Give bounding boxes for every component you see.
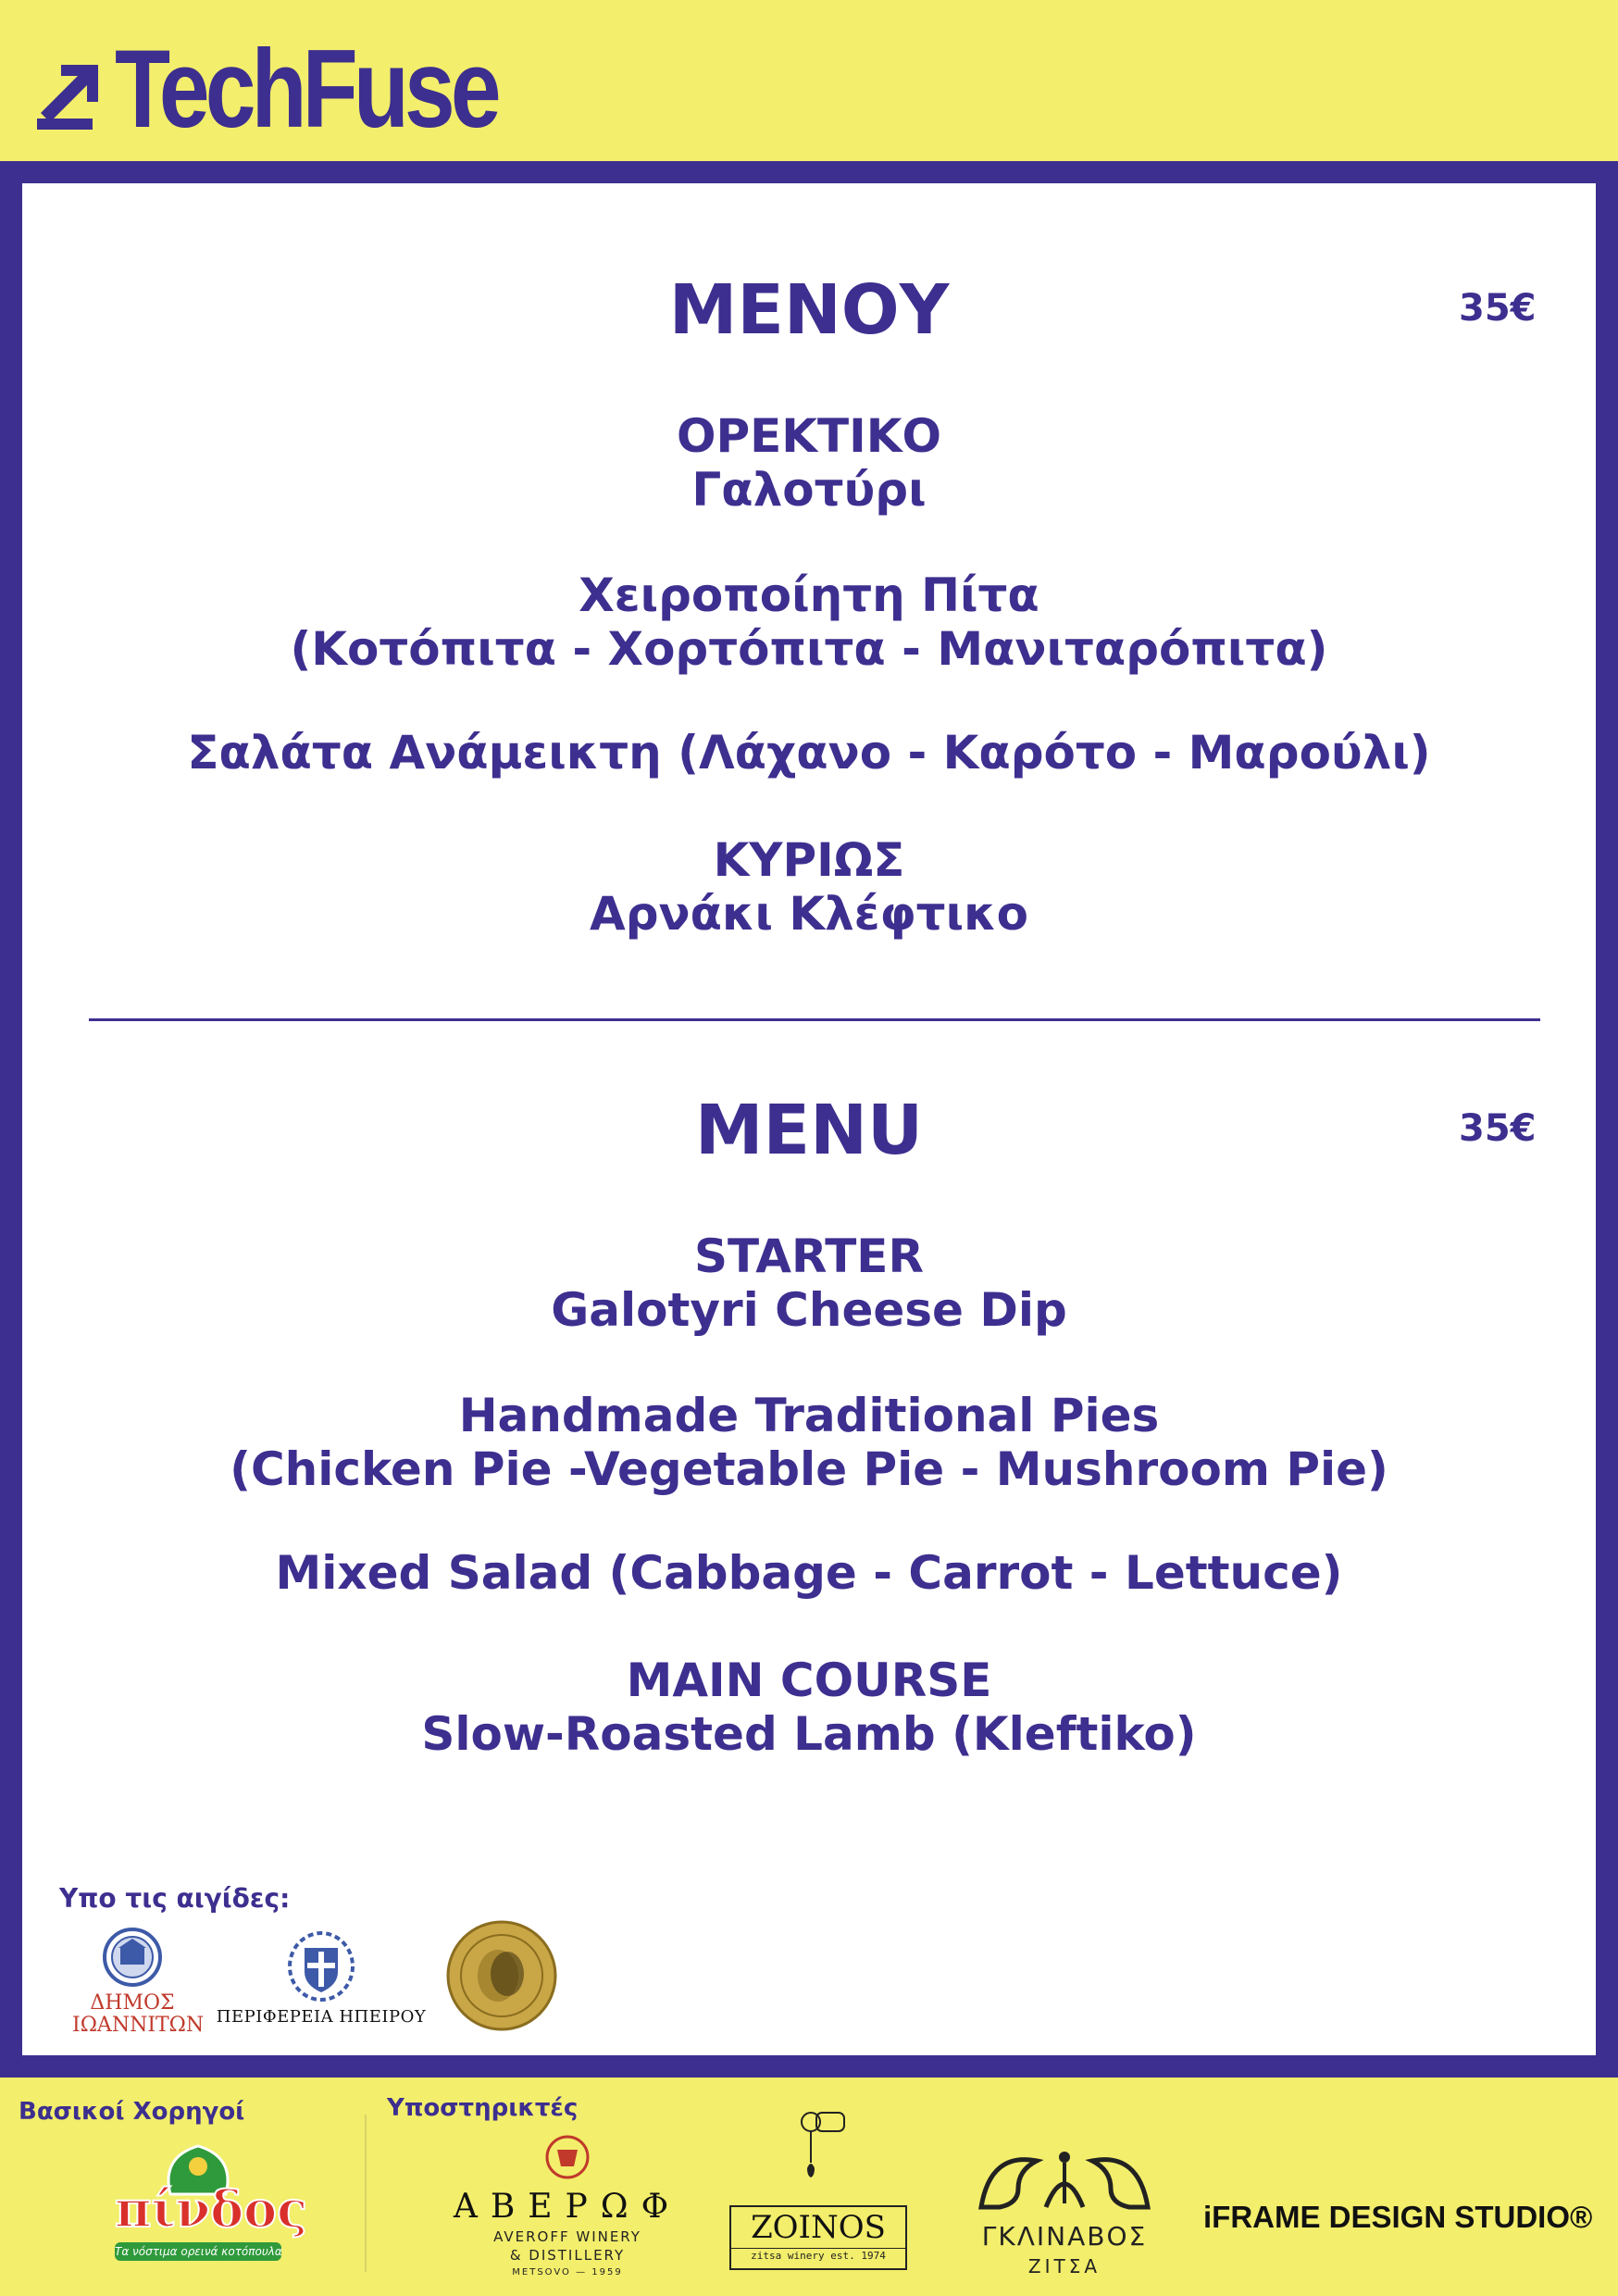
english-main-heading: MAIN COURSE	[626, 1653, 992, 1707]
brand-name: TechFuse	[115, 27, 497, 151]
averoff-sub-3: METSOVO — 1959	[512, 2267, 623, 2277]
university-medallion-logo	[444, 1918, 559, 2033]
zoinos-logo	[729, 2103, 915, 2279]
pindos-name: πίνδος	[115, 2179, 308, 2239]
dimos-ioanniton-logo	[72, 1924, 205, 2053]
arrow-icon	[33, 61, 107, 135]
menu-card	[22, 183, 1596, 2055]
perifereia-text: ΠΕΡΙΦΕΡΕΙΑ ΗΠΕΙΡΟΥ	[216, 2007, 427, 2027]
english-starter-dish: Galotyri Cheese Dip	[551, 1283, 1067, 1337]
averoff-sub-1: AVEROFF WINERY	[493, 2228, 641, 2245]
greek-salad: Σαλάτα Ανάμεικτη (Λάχανο - Καρότο - Μαρούλι)	[187, 726, 1431, 780]
perifereia-ipeirou-logo	[215, 1929, 428, 2031]
english-starter-heading: STARTER	[694, 1229, 924, 1283]
pindos-tagline: Τα νόστιμα ορεινά κοτόπουλα	[115, 2242, 281, 2261]
supporters-label: Υποστηρικτές	[387, 2094, 579, 2122]
dimos-line-2: ΙΩΑΝΝΙΤΩΝ	[72, 2014, 205, 2037]
averoff-logo	[452, 2131, 683, 2289]
techfuse-logo	[26, 17, 497, 156]
english-pie-varieties: (Chicken Pie -Vegetable Pie - Mushroom Pie)	[230, 1442, 1388, 1496]
greek-starter-dish: Γαλοτύρι	[691, 463, 927, 517]
zoinos-bottle-icon	[729, 2103, 915, 2205]
glinavos-logo	[963, 2142, 1166, 2281]
dimos-line-1: ΔΗΜΟΣ	[90, 1991, 175, 2015]
english-main-dish: Slow-Roasted Lamb (Kleftiko)	[421, 1707, 1197, 1761]
zoinos-sub: zitsa winery est. 1974	[731, 2248, 905, 2264]
main-sponsors-label: Βασικοί Χορηγοί	[19, 2098, 245, 2126]
glinavos-birds-icon	[963, 2142, 1166, 2216]
menu-divider	[89, 1018, 1540, 1021]
dimos-emblem-icon	[72, 1924, 193, 1989]
greek-menu-title: ΜΕΝΟΥ	[668, 270, 950, 350]
greek-pie-title: Χειροποίητη Πίτα	[579, 568, 1039, 622]
aegis-label: Υπο τις αιγίδες:	[59, 1883, 291, 1914]
english-menu-title: MENU	[694, 1091, 924, 1170]
glinavos-sub: ΖΙΤΣΑ	[1027, 2255, 1101, 2277]
medallion-icon	[444, 1918, 559, 2033]
english-salad: Mixed Salad (Cabbage - Carrot - Lettuce)	[275, 1546, 1343, 1600]
averoff-sub-2: & DISTILLERY	[509, 2247, 626, 2264]
greek-main-dish: Αρνάκι Κλέφτικο	[590, 887, 1028, 941]
greek-main-heading: ΚΥΡΙΩΣ	[713, 833, 905, 887]
english-pie-title: Handmade Traditional Pies	[458, 1389, 1160, 1442]
greek-starter-heading: ΟΡΕΚΤΙΚΟ	[676, 409, 941, 463]
english-menu-price: 35€	[1459, 1107, 1537, 1150]
menu-panel	[0, 161, 1618, 2078]
greek-menu-price: 35€	[1459, 287, 1537, 330]
averoff-emblem-icon	[452, 2131, 683, 2183]
footer-separator	[365, 2115, 367, 2272]
greek-coat-of-arms-icon	[215, 1929, 428, 2003]
pindos-logo	[115, 2139, 308, 2277]
glinavos-name: ΓΚΛΙΝΑΒΟΣ	[981, 2221, 1148, 2252]
averoff-name: ΑΒΕΡΩΦ	[453, 2188, 682, 2226]
zoinos-frame	[729, 2205, 907, 2270]
iframe-design-studio-logo: iFRAME DESIGN STUDIO®	[1203, 2200, 1593, 2234]
zoinos-name: ZOINOS	[751, 2209, 886, 2246]
greek-pie-varieties: (Κοτόπιτα - Χορτόπιτα - Μανιταρόπιτα)	[290, 622, 1328, 676]
